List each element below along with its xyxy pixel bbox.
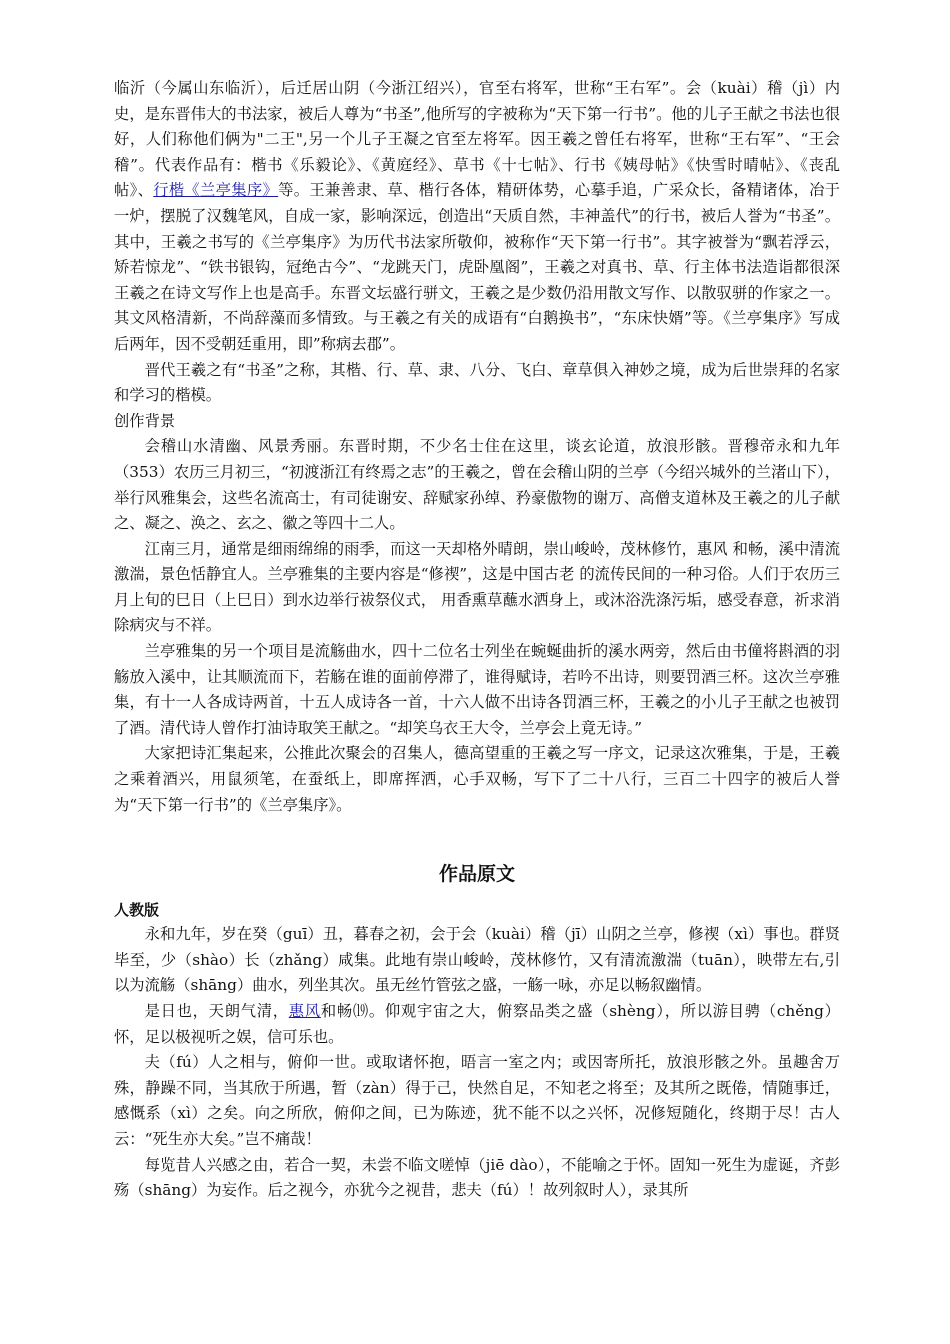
background-heading: 创作背景 xyxy=(114,411,176,430)
huifeng-link[interactable]: 惠风 xyxy=(288,1002,321,1020)
bio-text: 临沂（今属山东临沂），后迁居山阴（今浙江绍兴），官至右将军，世称“王右军”。会（kuài）稽（jì）内史，是东晋伟大的书法家，被后人尊为“书圣”,他所写的字被称为“天下第一行书”。他的儿子王献之书法也很好，人们称他们俩为"二王",另一个儿子王凝之官至左将军。因王羲之曾任右将军，世称“王右军”、“王会稽”。代表作品有：楷书《乐毅论》、《黄庭经》、草书《十七帖》、行书《姨母帖》《快雪时晴帖》、《丧乱帖》、 xyxy=(114,79,840,200)
original-paragraph-4: 每览昔人兴感之由，若合一契，未尝不临文嗟悼（jiē dào），不能喻之于怀。固知一死生为虚诞，齐彭殇（shāng）为妄作。后之视今，亦犹今之视昔，悲夫（fú）！故列叙时人），录其所 xyxy=(114,1155,840,1200)
original-paragraph-3: 夫（fú）人之相与，俯仰一世。或取诸怀抱，晤言一室之内；或因寄所托，放浪形骸之外。虽趣舍万殊，静躁不同，当其欣于所遇，暂（zàn）得于己，快然自足，不知老之将至；及其所之既倦，情随事迁，感慨系（xì）之矣。向之所欣，俯仰之间，已为陈迹，犹不能不以之兴怀，况修短随化，终期于尽！古人云：“死生亦大矣。”岂不痛哉！ xyxy=(114,1053,840,1148)
section-spacer xyxy=(114,818,840,860)
original-paragraph-1: 永和九年，岁在癸（guī）丑，暮春之初，会于会（kuài）稽（jī）山阴之兰亭，修禊（xì）事也。群贤毕至，少（shào）长（zhǎng）咸集。此地有崇山峻岭，茂林修竹，又有清流激湍（tuān），映带左右,引以为流觞（shāng）曲水，列坐其次。虽无丝竹管弦之盛，一觞一咏，亦足以畅叙幽情。 xyxy=(114,925,840,995)
original-paragraph-2 xyxy=(114,999,840,1050)
background-paragraph-2: 江南三月，通常是细雨绵绵的雨季，而这一天却格外晴朗，崇山峻岭，茂林修竹，惠风 和畅，溪中清流激湍，景色恬静宜人。兰亭雅集的主要内容是“修禊”，这是中国古老 的流传民间的一种习俗。人们于农历三月上旬的巳日（上巳日）到水边举行祓祭仪式， 用香熏草蘸水洒身上，或沐浴洗涤污垢，感受春意，祈求消除病灾与不祥。 xyxy=(114,539,840,635)
original-p2-pre: 是日也，天朗气清， xyxy=(144,1002,289,1020)
edition-label: 人教版 xyxy=(114,901,160,920)
bio-paragraph-2: 晋代王羲之有“书圣”之称，其楷、行、草、隶、八分、飞白、章草俱入神妙之境，成为后世崇拜的名家和学习的楷模。 xyxy=(114,360,840,405)
background-paragraph-1: 会稽山水清幽、风景秀丽。东晋时期，不少名士住在这里，谈玄论道，放浪形骸。晋穆帝永和九年（353）农历三月初三，“初渡浙江有终焉之志”的王羲之，曾在会稽山阴的兰亭（今绍兴城外的兰渚山下），举行风雅集会，这些名流高士，有司徒谢安、辞赋家孙绰、矜豪傲物的谢万、高僧支道林及王羲之的儿子献之、凝之、涣之、玄之、徽之等四十二人。 xyxy=(114,437,840,533)
original-p2-post: 和畅⒆。仰观宇宙之大，俯察品类之盛（shèng），所以游目骋（chěng）怀，足以极视听之娱，信可乐也。 xyxy=(114,1002,840,1046)
document-page xyxy=(114,76,840,1204)
bio-paragraph-1 xyxy=(114,76,840,358)
background-paragraph-3: 兰亭雅集的另一个项目是流觞曲水，四十二位名士列坐在蜿蜒曲折的溪水两旁，然后由书僮将斟酒的羽觞放入溪中，让其顺流而下，若觞在谁的面前停滞了，谁得赋诗，若吟不出诗，则要罚酒三杯。这次兰亭雅集，有十一人各成诗两首，十五人成诗各一首，十六人做不出诗各罚酒三杯，王羲之的小儿子王献之也被罚了酒。清代诗人曾作打油诗取笑王献之。“却笑乌衣王大令，兰亭会上竟无诗。” xyxy=(114,642,840,737)
bio-text-rest: 等。王兼善隶、草、楷行各体，精研体势，心摹手追，广采众长，备精诸体，冶于一炉，摆脱了汉魏笔风，自成一家，影响深远，创造出“天质自然，丰神盖代”的行书，被后人誉为“书圣”。其中，王羲之书写的《兰亭集序》为历代书法家所敬仰，被称作“天下第一行书”。其字被誉为“飘若浮云，矫若惊龙”、“铁书银钩，冠绝古今”、“龙跳天门，虎卧凰阁”，王羲之对真书、草、行主体书法造诣都很深王羲之在诗文写作上也是高手。东晋文坛盛行骈文，王羲之是少数仍沿用散文写作、以散驭骈的作家之一。其文风格清新，不尚辞藻而多情致。与王羲之有关的成语有“白鹅换书”，“东床快婿”等。《兰亭集序》写成后两年，因不受朝廷重用，即”称病去郡”。 xyxy=(114,181,840,353)
background-paragraph-4: 大家把诗汇集起来，公推此次聚会的召集人，德高望重的王羲之写一序文，记录这次雅集，于是，王羲之乘着酒兴，用鼠须笔，在蚕纸上，即席挥洒，心手双畅，写下了二十八行，三百二十四字的被后人誉为“天下第一行书”的《兰亭集序》。 xyxy=(114,744,840,814)
section-title: 作品原文 xyxy=(438,863,515,886)
lanting-link[interactable]: 行楷《兰亭集序》 xyxy=(153,181,279,200)
